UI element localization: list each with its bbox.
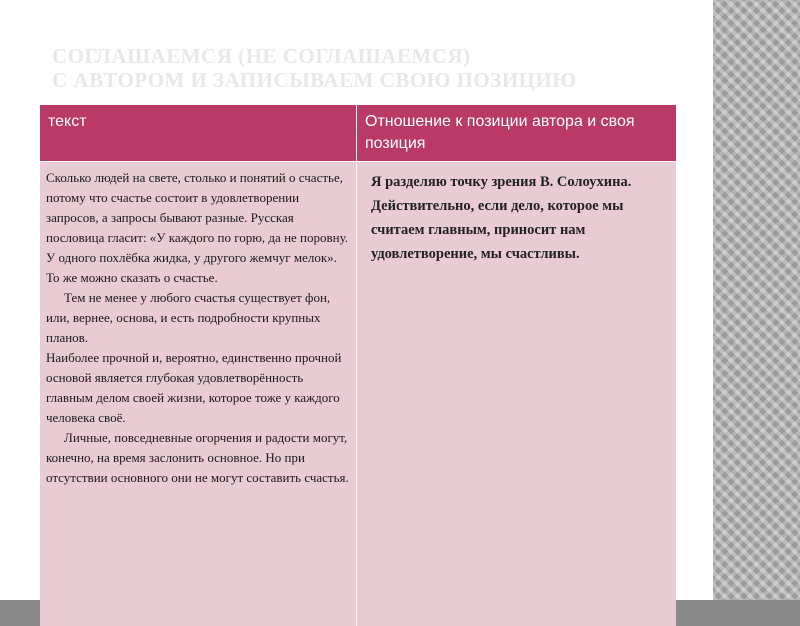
text-paragraph-4: Личные, повседневные огорчения и радости могут, конечно, на время заслонить основное. Но при отсутствии основного они не могут составить счастья. — [46, 428, 350, 488]
header-position: Отношение к позиции автора и своя позиция — [357, 105, 677, 162]
text-cell — [40, 162, 357, 626]
table-row — [40, 162, 676, 626]
position-cell: Я разделяю точку зрения В. Солоухина. Действительно, если дело, которое мы считаем главным, приносит нам удовлетворение, мы счастливы. — [357, 162, 677, 626]
decorative-side-stripe — [713, 0, 800, 600]
slide-title-line-1: СОГЛАШАЕМСЯ (НЕ СОГЛАШАЕМСЯ) — [52, 44, 652, 68]
header-text: текст — [40, 105, 357, 162]
text-paragraph-1: Сколько людей на свете, столько и понятий о счастье, потому что счастье состоит в удовлетворении запросов, а запросы бывают разные. Русская пословица гласит: «У каждого по горю, да не поровну. У одного похлёбка жидка, у другого жемчуг мелок». То же можно сказать о счастье. — [46, 168, 350, 288]
slide-title-line-2: С АВТОРОМ И ЗАПИСЫВАЕМ СВОЮ ПОЗИЦИЮ — [52, 68, 652, 92]
position-table — [40, 105, 676, 626]
slide-title — [52, 44, 652, 92]
text-paragraph-3: Наиболее прочной и, вероятно, единственно прочной основой является глубокая удовлетворённость главным делом своей жизни, которое тоже у каждого человека своё. — [46, 348, 350, 428]
text-paragraph-2: Тем не менее у любого счастья существует фон, или, вернее, основа, и есть подробности крупных планов. — [46, 288, 350, 348]
table-header-row — [40, 105, 676, 162]
